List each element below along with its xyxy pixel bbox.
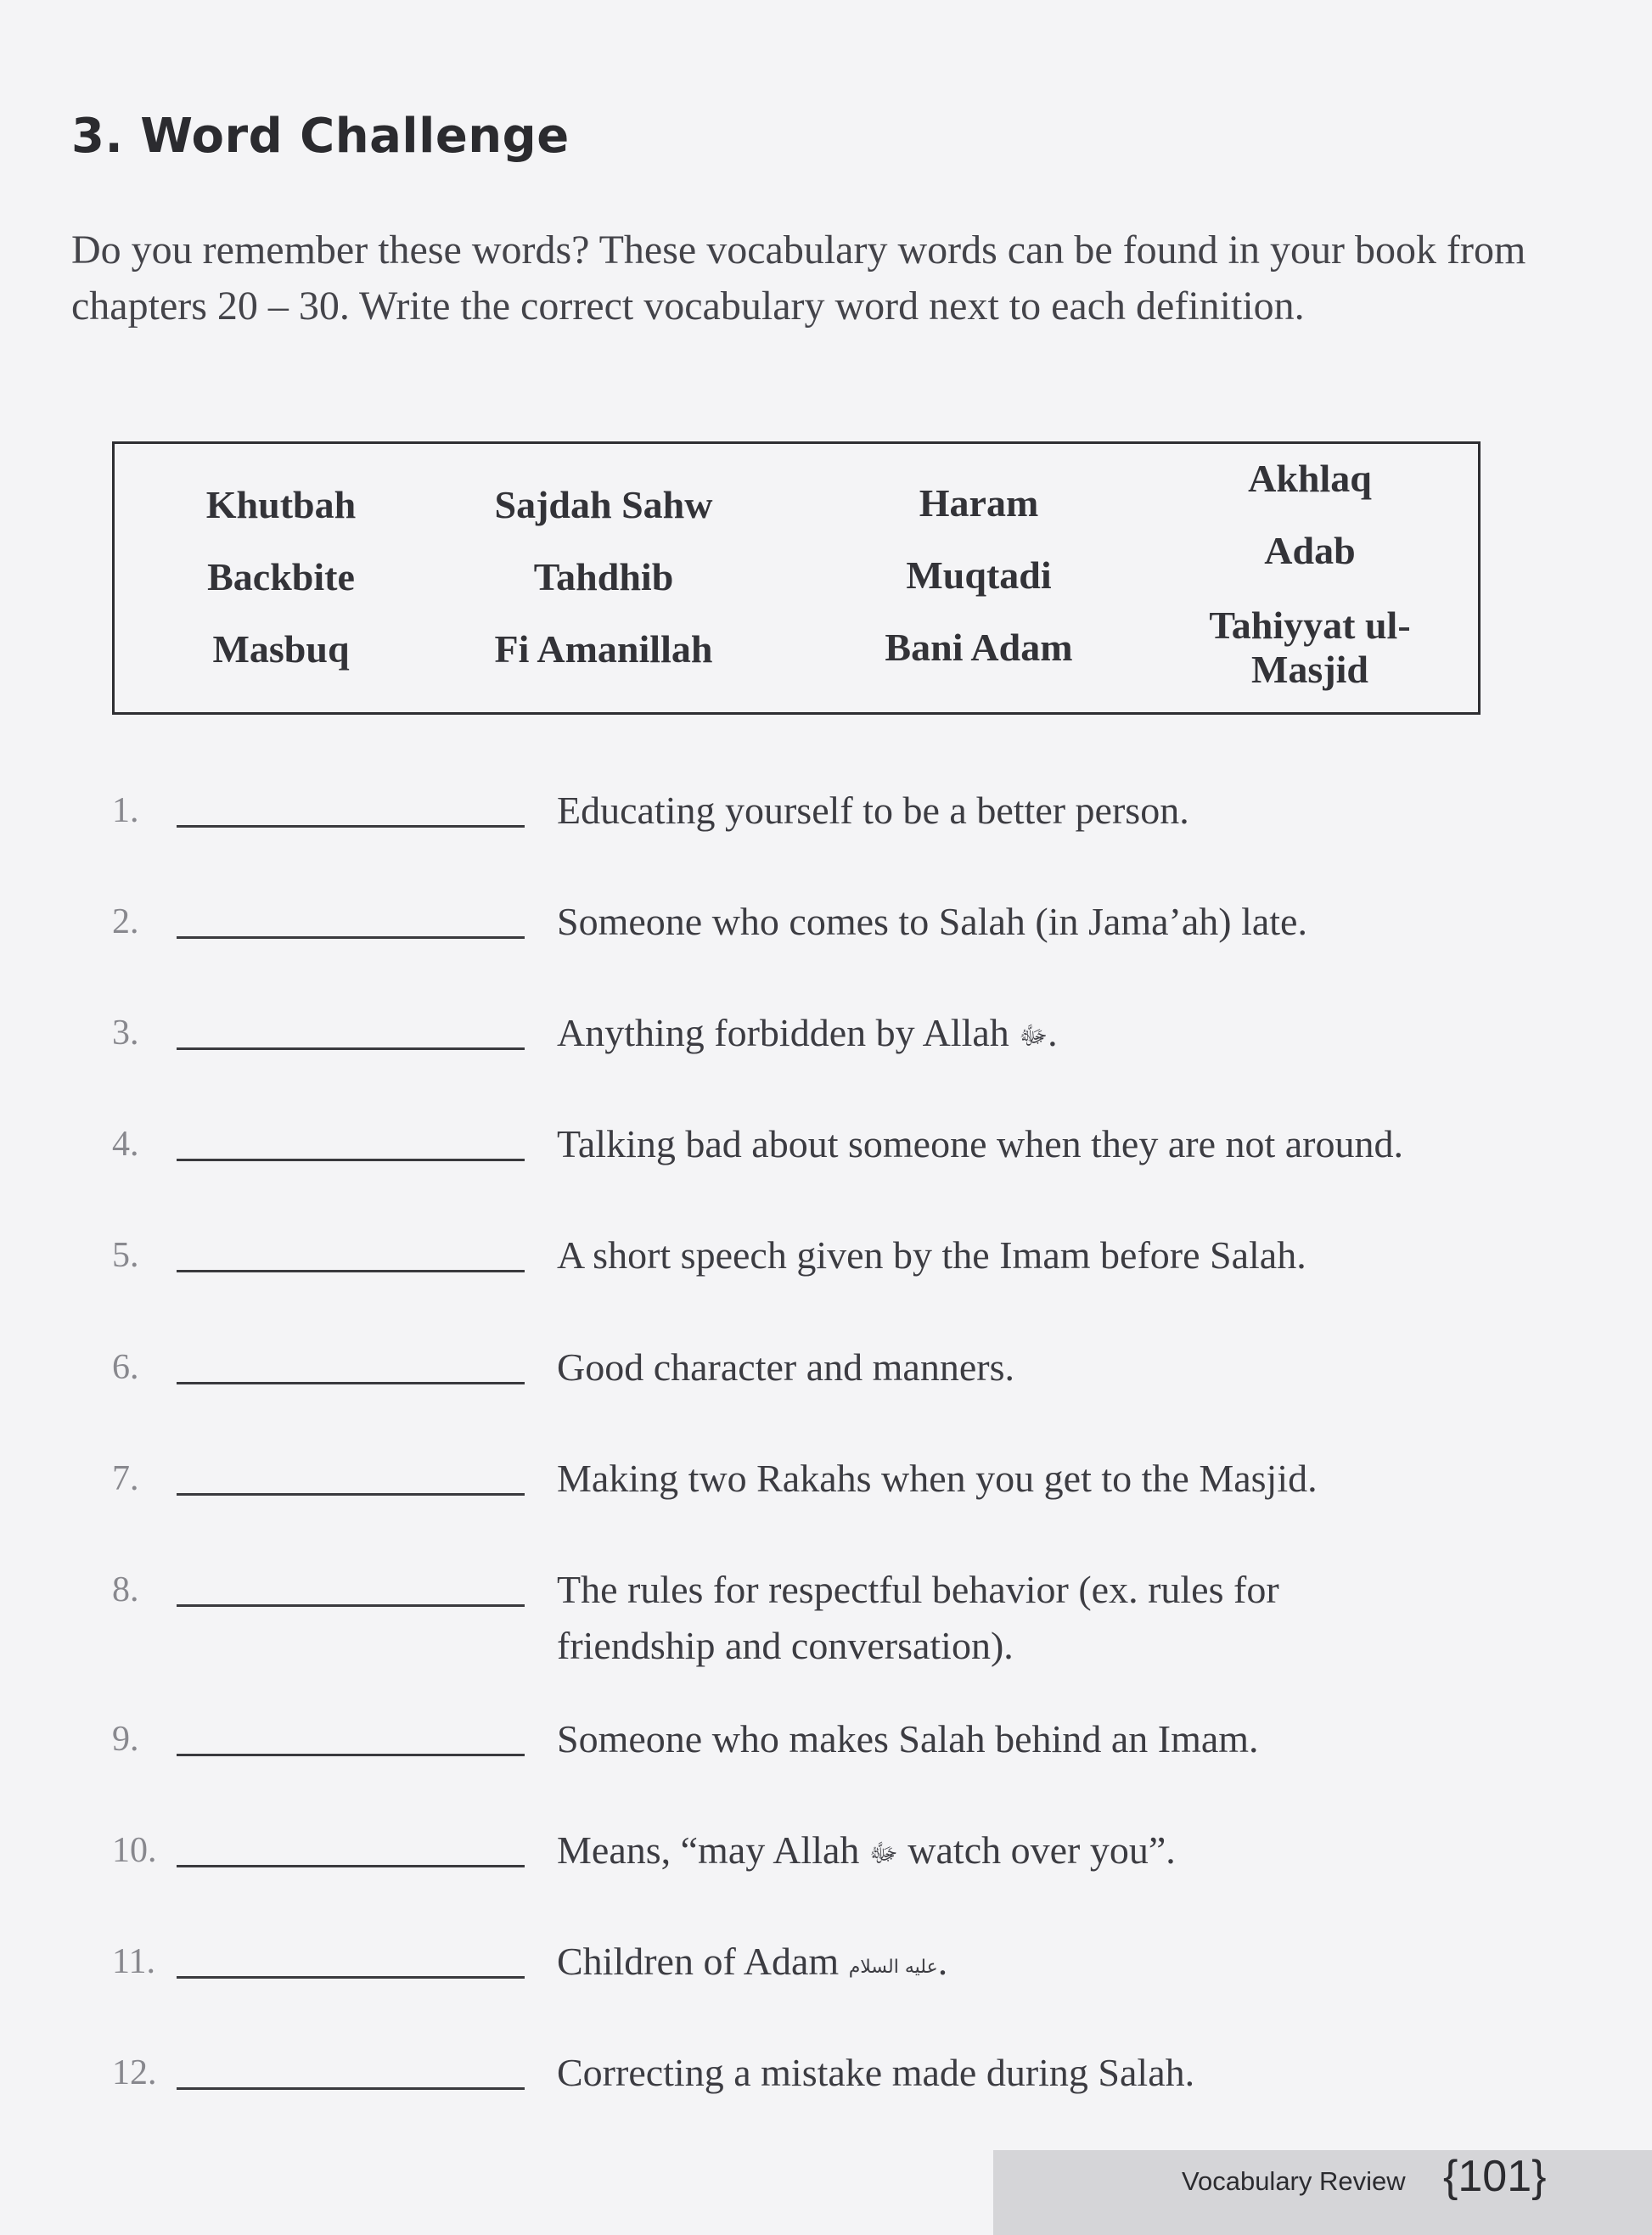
item-definition-suffix: . xyxy=(937,1940,948,1983)
instructions-text: Do you remember these words? These vocabulary words can be found in your book from chapters 20 – 30. Write the correct vocabulary word next to each definition. xyxy=(71,227,1526,329)
word-bank-term: Bani Adam xyxy=(885,626,1073,669)
word-bank-term: Tahdhib xyxy=(533,555,674,598)
item-definition: Educating yourself to be a better person. xyxy=(557,789,1189,832)
item-definition: Making two Rakahs when you get to the Masjid. xyxy=(557,1457,1318,1500)
item-definition: Means, “may Allah xyxy=(557,1828,860,1872)
answer-blank[interactable] xyxy=(177,825,525,828)
item-definition: Good character and manners. xyxy=(557,1345,1014,1389)
word-bank-term: Haram xyxy=(919,481,1039,525)
item-definition: Someone who comes to Salah (in Jama’ah) late. xyxy=(557,900,1307,943)
word-bank-term: Sajdah Sahw xyxy=(494,483,713,526)
item-definition: Children of Adam xyxy=(557,1940,840,1983)
item-number: 3. xyxy=(112,1014,139,1053)
item-definition: A short speech given by the Imam before Salah. xyxy=(557,1233,1306,1277)
word-bank-term: Adab xyxy=(1264,529,1356,572)
answer-blank[interactable] xyxy=(177,1493,525,1496)
answer-blank[interactable] xyxy=(177,1159,525,1161)
word-bank-box xyxy=(112,441,1481,715)
answer-blank[interactable] xyxy=(177,2087,525,2090)
answer-blank[interactable] xyxy=(177,1976,525,1979)
word-bank-term: Muqtadi xyxy=(906,553,1052,597)
item-definition: Anything forbidden by Allah xyxy=(557,1011,1009,1054)
answer-blank[interactable] xyxy=(177,936,525,939)
word-bank-term: Backbite xyxy=(207,555,355,598)
word-bank-term: Khutbah xyxy=(205,483,357,526)
page-number: {101} xyxy=(1443,2152,1547,2201)
item-number: 1. xyxy=(112,791,139,830)
answer-blank[interactable] xyxy=(177,1865,525,1867)
item-definition: Correcting a mistake made during Salah. xyxy=(557,2051,1195,2094)
item-definition-line xyxy=(557,1822,1508,1882)
section-title: 3. Word Challenge xyxy=(71,109,570,164)
answer-blank[interactable] xyxy=(177,1270,525,1272)
word-bank-term: Tahiyyat ul- Masjid xyxy=(1209,604,1411,691)
honorific-glyph: ﷻ xyxy=(1019,1021,1048,1051)
item-number: 7. xyxy=(112,1459,139,1498)
item-number: 10. xyxy=(112,1831,157,1870)
item-number: 4. xyxy=(112,1125,139,1164)
item-definition: Talking bad about someone when they are not around. xyxy=(557,1122,1403,1165)
item-number: 2. xyxy=(112,902,139,941)
footer-section-label: Vocabulary Review xyxy=(1182,2166,1406,2196)
item-number: 6. xyxy=(112,1348,139,1387)
item-definition-line xyxy=(557,1005,1508,1064)
honorific-glyph: عليه السلام xyxy=(848,1957,938,1978)
answer-blank[interactable] xyxy=(177,1754,525,1756)
item-number: 8. xyxy=(112,1570,139,1609)
item-number: 12. xyxy=(112,2053,157,2092)
word-bank-term: Masbuq xyxy=(212,627,350,671)
item-number: 9. xyxy=(112,1720,139,1759)
item-definition-suffix: watch over you”. xyxy=(897,1828,1176,1872)
item-number: 11. xyxy=(112,1942,155,1981)
honorific-glyph: ﷻ xyxy=(868,1839,898,1868)
answer-blank[interactable] xyxy=(177,1604,525,1607)
item-definition-suffix: . xyxy=(1048,1011,1058,1054)
item-definition-line xyxy=(557,1934,1508,1996)
item-definition: The rules for respectful behavior (ex. rules for friendship and conversation). xyxy=(557,1568,1279,1667)
word-bank-term: Fi Amanillah xyxy=(494,627,713,671)
word-bank-term: Akhlaq xyxy=(1248,457,1372,500)
item-number: 5. xyxy=(112,1236,139,1275)
answer-blank[interactable] xyxy=(177,1382,525,1384)
item-definition: Someone who makes Salah behind an Imam. xyxy=(557,1717,1259,1760)
answer-blank[interactable] xyxy=(177,1047,525,1050)
